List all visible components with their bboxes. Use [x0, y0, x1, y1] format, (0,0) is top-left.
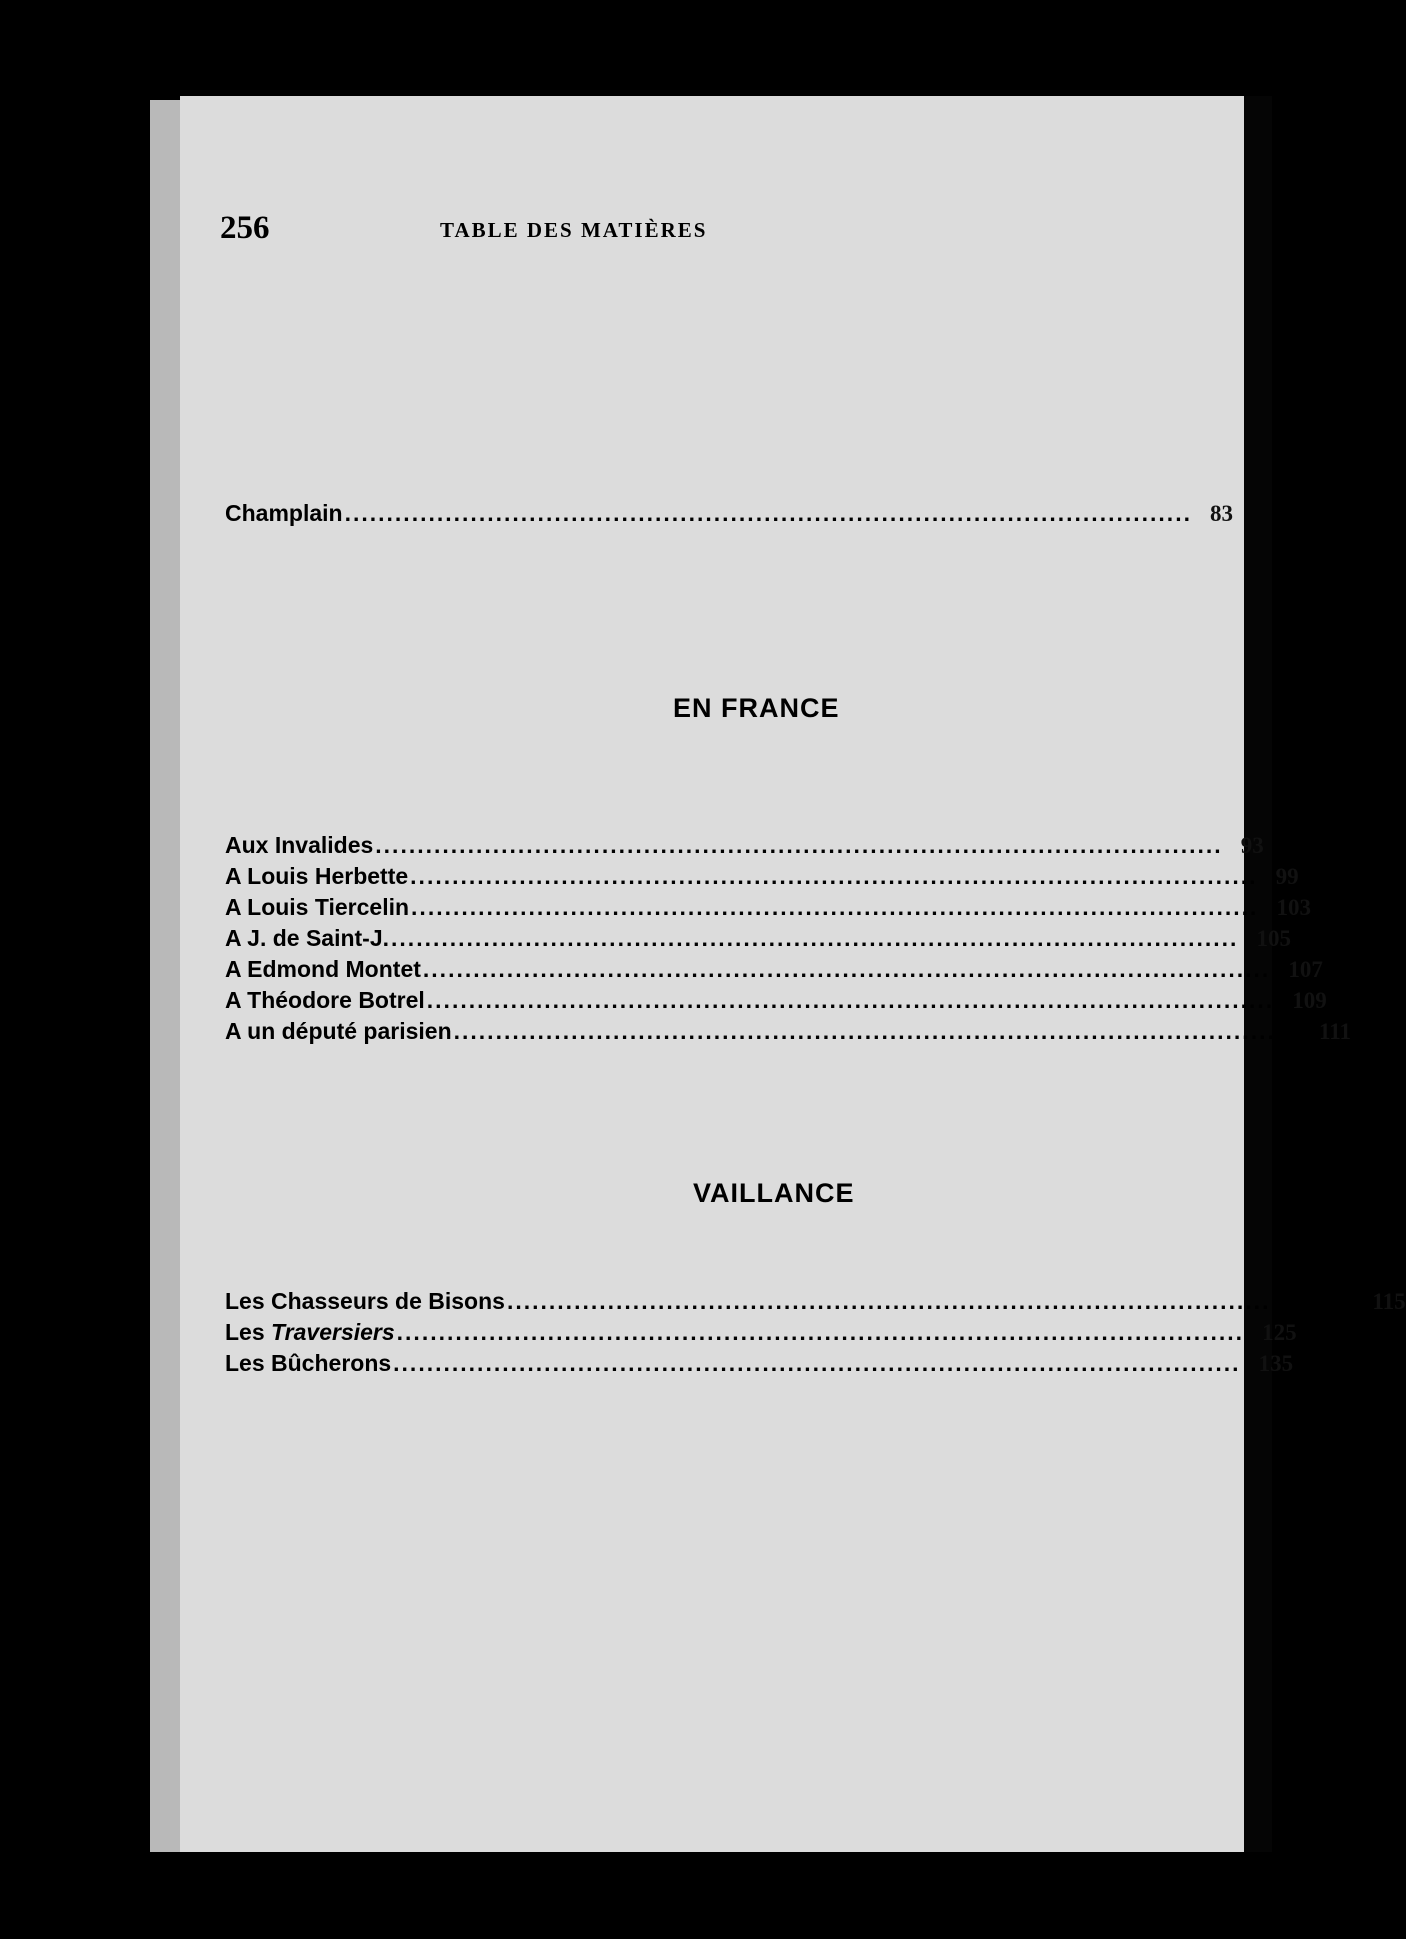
toc-entry-title: A Louis Herbette [225, 863, 409, 889]
toc-entry-page: 109 [1292, 988, 1327, 1013]
toc-entry [225, 830, 1264, 861]
dot-leader: ..................................................................................................... [391, 925, 1239, 951]
toc-entry-page: 135 [1258, 1351, 1294, 1376]
toc-entry [225, 923, 1291, 954]
toc-entry [225, 861, 1299, 892]
section-title-en-france: EN FRANCE [673, 693, 840, 723]
dot-leader: ..................................................................................................... [453, 1018, 1302, 1044]
toc-entry [225, 954, 1323, 985]
toc-entry-title: A un député parisien [225, 1018, 452, 1044]
toc-entry-page: 83 [1209, 501, 1233, 526]
toc-entry-title: Les Chasseurs de Bisons [225, 1288, 505, 1314]
toc-entry-title: A Edmond Montet [225, 956, 421, 982]
toc-entry-title: Champlain [225, 500, 343, 526]
toc-entry-page: 105 [1256, 926, 1291, 951]
dot-leader: ..................................................................................................... [506, 1288, 1355, 1314]
toc-entry-page: 115 [1372, 1289, 1406, 1314]
toc-entry-page: 103 [1276, 895, 1311, 920]
dot-leader: ..................................................................................................... [375, 832, 1223, 858]
toc-entry-title: Aux Invalides [225, 832, 374, 858]
toc-entry [225, 1286, 1406, 1317]
toc-entry-title: A J. de Saint-J. [225, 925, 390, 951]
toc-entry [225, 985, 1327, 1016]
toc-entry [225, 1317, 1297, 1348]
toc-entry-page: 125 [1262, 1320, 1297, 1345]
toc-entry-champlain [225, 498, 1233, 529]
toc-entry-page: 111 [1319, 1019, 1351, 1044]
dot-leader: ..................................................................................................... [422, 956, 1271, 982]
page-number: 256 [220, 210, 270, 246]
dot-leader: ..................................................................................................... [410, 863, 1258, 889]
dot-leader: ..................................................................................................... [411, 894, 1259, 920]
dot-leader: ..................................................................................................... [344, 500, 1192, 526]
toc-entry [225, 892, 1311, 923]
dot-leader: ..................................................................................................... [396, 1319, 1245, 1345]
toc-entry-page: 93 [1240, 833, 1264, 858]
toc-entry [225, 1016, 1351, 1047]
dot-leader: ..................................................................................................... [426, 987, 1275, 1013]
running-title: TABLE DES MATIÈRES [440, 218, 708, 242]
page-header [220, 210, 920, 250]
dot-leader: ..................................................................................................... [393, 1350, 1241, 1376]
toc-entry-title: Les Bûcherons [225, 1350, 392, 1376]
toc-entry-page: 99 [1275, 864, 1299, 889]
toc-entry-title: A Théodore Botrel [225, 987, 425, 1013]
toc-entry-title: Les Traversiers [225, 1319, 395, 1345]
toc-entry-title: A Louis Tiercelin [225, 894, 410, 920]
section-title-vaillance: VAILLANCE [693, 1178, 855, 1208]
toc-entry [225, 1348, 1294, 1379]
toc-entry-page: 107 [1288, 957, 1323, 982]
